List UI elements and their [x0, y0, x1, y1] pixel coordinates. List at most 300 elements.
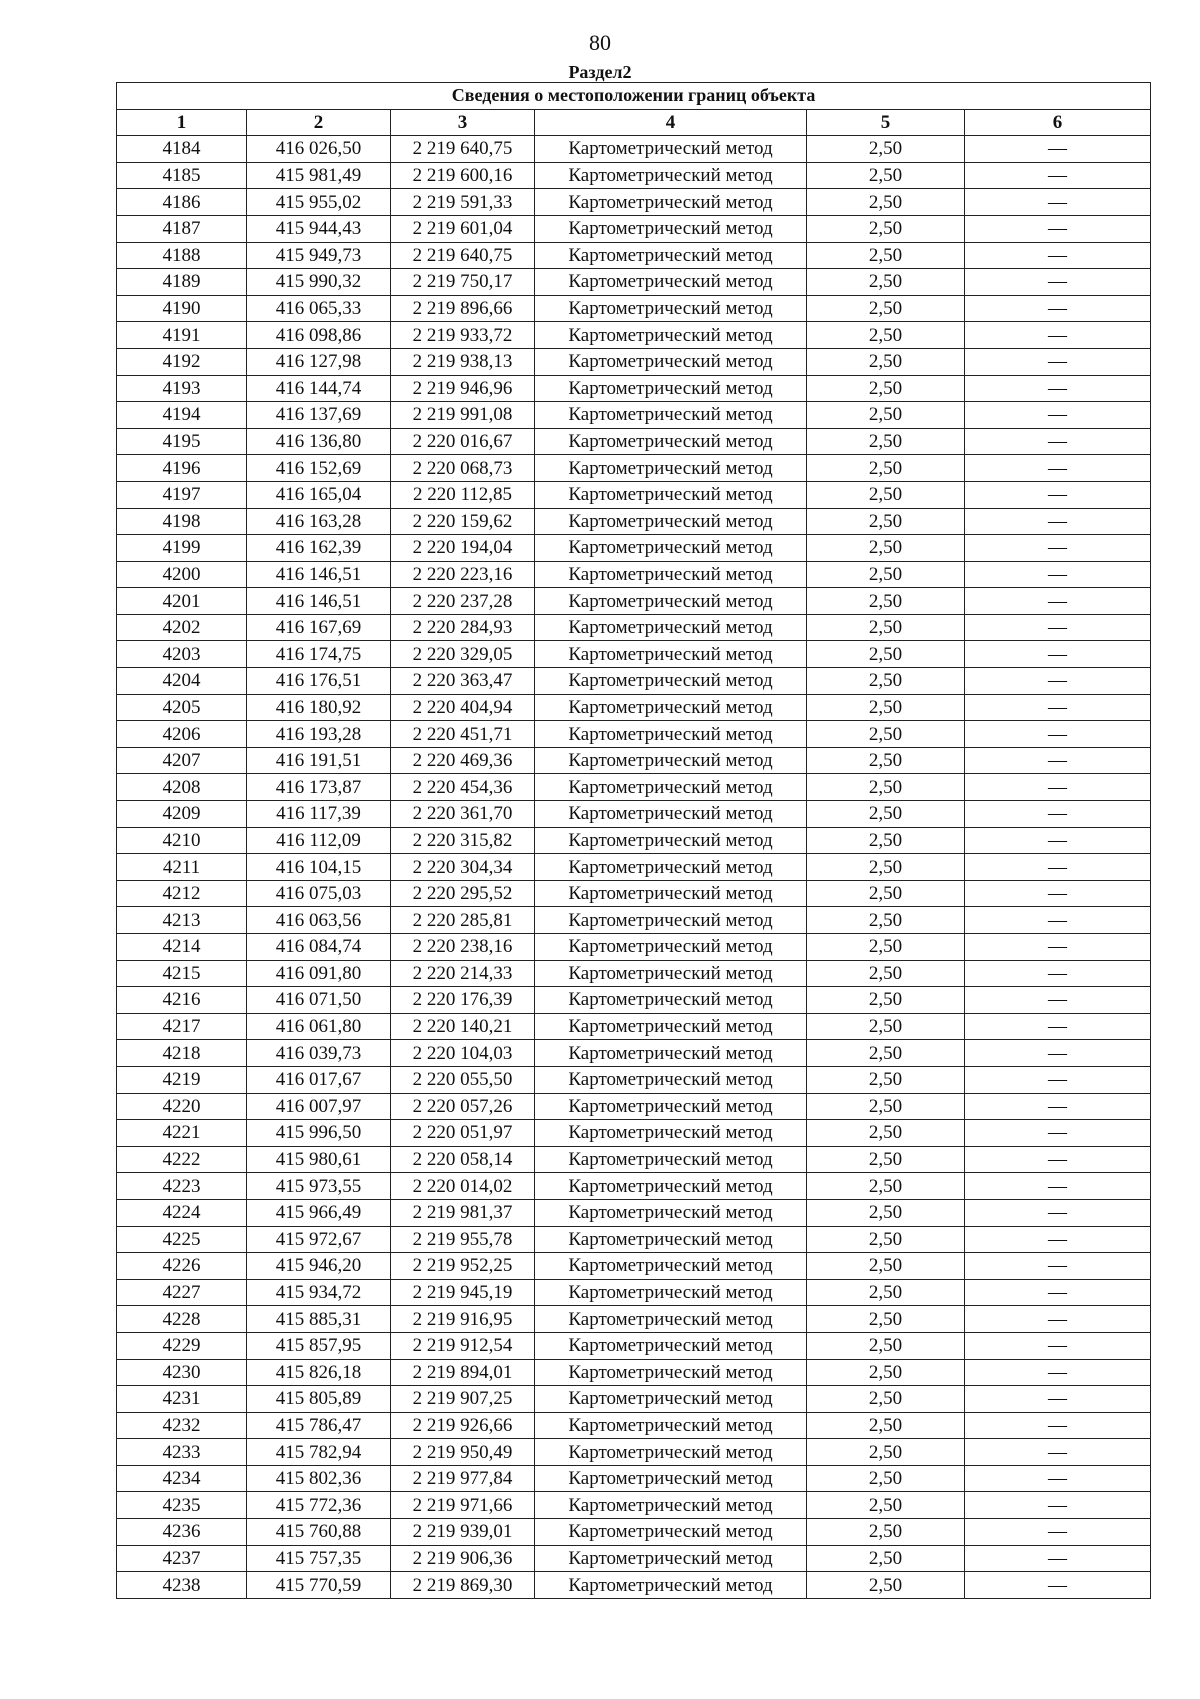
point-number-cell: 4217: [117, 1013, 247, 1040]
description-cell: —: [965, 960, 1151, 987]
coordinate-x-cell: 415 826,18: [247, 1359, 391, 1386]
description-cell: —: [965, 508, 1151, 535]
coordinate-x-cell: 416 026,50: [247, 136, 391, 163]
accuracy-cell: 2,50: [807, 987, 965, 1014]
description-cell: —: [965, 614, 1151, 641]
description-cell: —: [965, 934, 1151, 961]
table-row: [117, 1332, 1151, 1359]
description-cell: —: [965, 348, 1151, 375]
description-cell: —: [965, 1306, 1151, 1333]
accuracy-cell: 2,50: [807, 641, 965, 668]
point-number-cell: 4233: [117, 1439, 247, 1466]
point-number-cell: 4189: [117, 269, 247, 296]
table-row: [117, 215, 1151, 242]
table-row: [117, 1226, 1151, 1253]
accuracy-cell: 2,50: [807, 827, 965, 854]
coordinate-x-cell: 415 857,95: [247, 1332, 391, 1359]
coordinate-x-cell: 415 990,32: [247, 269, 391, 296]
description-cell: —: [965, 1386, 1151, 1413]
column-header: 2: [247, 109, 391, 136]
coordinate-x-cell: 415 973,55: [247, 1173, 391, 1200]
method-cell: Картометрический метод: [535, 1173, 807, 1200]
method-cell: Картометрический метод: [535, 1492, 807, 1519]
point-number-cell: 4213: [117, 907, 247, 934]
point-number-cell: 4185: [117, 162, 247, 189]
method-cell: Картометрический метод: [535, 721, 807, 748]
table-row: [117, 588, 1151, 615]
table-row: [117, 402, 1151, 429]
coordinate-x-cell: 415 772,36: [247, 1492, 391, 1519]
table-row: [117, 641, 1151, 668]
method-cell: Картометрический метод: [535, 215, 807, 242]
coordinate-y-cell: 2 220 404,94: [391, 694, 535, 721]
coordinate-x-cell: 416 127,98: [247, 348, 391, 375]
point-number-cell: 4188: [117, 242, 247, 269]
point-number-cell: 4197: [117, 481, 247, 508]
description-cell: —: [965, 1412, 1151, 1439]
description-cell: —: [965, 1226, 1151, 1253]
column-header: 1: [117, 109, 247, 136]
method-cell: Картометрический метод: [535, 295, 807, 322]
method-cell: Картометрический метод: [535, 136, 807, 163]
method-cell: Картометрический метод: [535, 588, 807, 615]
method-cell: Картометрический метод: [535, 561, 807, 588]
accuracy-cell: 2,50: [807, 1279, 965, 1306]
coordinate-x-cell: 416 180,92: [247, 694, 391, 721]
coordinate-y-cell: 2 219 952,25: [391, 1253, 535, 1280]
coordinate-y-cell: 2 220 058,14: [391, 1146, 535, 1173]
accuracy-cell: 2,50: [807, 1519, 965, 1546]
accuracy-cell: 2,50: [807, 428, 965, 455]
method-cell: Картометрический метод: [535, 375, 807, 402]
coordinate-y-cell: 2 219 977,84: [391, 1465, 535, 1492]
method-cell: Картометрический метод: [535, 402, 807, 429]
method-cell: Картометрический метод: [535, 1199, 807, 1226]
point-number-cell: 4224: [117, 1199, 247, 1226]
point-number-cell: 4206: [117, 721, 247, 748]
table-row: [117, 322, 1151, 349]
method-cell: Картометрический метод: [535, 1013, 807, 1040]
accuracy-cell: 2,50: [807, 907, 965, 934]
accuracy-cell: 2,50: [807, 1545, 965, 1572]
coordinate-x-cell: 415 980,61: [247, 1146, 391, 1173]
coordinate-x-cell: 415 786,47: [247, 1412, 391, 1439]
description-cell: —: [965, 1545, 1151, 1572]
description-cell: —: [965, 774, 1151, 801]
description-cell: —: [965, 1253, 1151, 1280]
coordinate-x-cell: 416 075,03: [247, 880, 391, 907]
method-cell: Картометрический метод: [535, 1439, 807, 1466]
coordinate-y-cell: 2 220 238,16: [391, 934, 535, 961]
coordinate-y-cell: 2 220 284,93: [391, 614, 535, 641]
table-row: [117, 934, 1151, 961]
table-row: [117, 1572, 1151, 1599]
description-cell: —: [965, 402, 1151, 429]
coordinate-y-cell: 2 219 946,96: [391, 375, 535, 402]
table-row: [117, 880, 1151, 907]
coordinate-y-cell: 2 220 329,05: [391, 641, 535, 668]
coordinate-x-cell: 416 137,69: [247, 402, 391, 429]
accuracy-cell: 2,50: [807, 162, 965, 189]
point-number-cell: 4237: [117, 1545, 247, 1572]
method-cell: Картометрический метод: [535, 1093, 807, 1120]
description-cell: —: [965, 269, 1151, 296]
point-number-cell: 4186: [117, 189, 247, 216]
table-row: [117, 1492, 1151, 1519]
accuracy-cell: 2,50: [807, 322, 965, 349]
accuracy-cell: 2,50: [807, 136, 965, 163]
coordinate-x-cell: 415 955,02: [247, 189, 391, 216]
coordinate-y-cell: 2 219 906,36: [391, 1545, 535, 1572]
accuracy-cell: 2,50: [807, 481, 965, 508]
accuracy-cell: 2,50: [807, 614, 965, 641]
page-number: 80: [589, 30, 611, 55]
point-number-cell: 4205: [117, 694, 247, 721]
table-row: [117, 854, 1151, 881]
table-row: [117, 960, 1151, 987]
description-cell: —: [965, 189, 1151, 216]
coordinate-x-cell: 416 117,39: [247, 801, 391, 828]
method-cell: Картометрический метод: [535, 322, 807, 349]
description-cell: —: [965, 1519, 1151, 1546]
accuracy-cell: 2,50: [807, 1386, 965, 1413]
coordinate-y-cell: 2 219 955,78: [391, 1226, 535, 1253]
accuracy-cell: 2,50: [807, 1572, 965, 1599]
method-cell: Картометрический метод: [535, 1306, 807, 1333]
table-row: [117, 375, 1151, 402]
coordinate-y-cell: 2 220 214,33: [391, 960, 535, 987]
table-row: [117, 1359, 1151, 1386]
method-cell: Картометрический метод: [535, 641, 807, 668]
table-row: [117, 694, 1151, 721]
table-row: [117, 1412, 1151, 1439]
accuracy-cell: 2,50: [807, 535, 965, 562]
table-row: [117, 1253, 1151, 1280]
point-number-cell: 4222: [117, 1146, 247, 1173]
coordinate-y-cell: 2 220 055,50: [391, 1066, 535, 1093]
accuracy-cell: 2,50: [807, 242, 965, 269]
table-row: [117, 747, 1151, 774]
accuracy-cell: 2,50: [807, 402, 965, 429]
description-cell: —: [965, 375, 1151, 402]
description-cell: —: [965, 907, 1151, 934]
column-header: 3: [391, 109, 535, 136]
section-title: Раздел2: [568, 62, 632, 82]
description-cell: —: [965, 1332, 1151, 1359]
coordinate-y-cell: 2 220 194,04: [391, 535, 535, 562]
point-number-cell: 4195: [117, 428, 247, 455]
table-row: [117, 1306, 1151, 1333]
point-number-cell: 4207: [117, 747, 247, 774]
point-number-cell: 4226: [117, 1253, 247, 1280]
table-row: [117, 481, 1151, 508]
point-number-cell: 4199: [117, 535, 247, 562]
coordinate-y-cell: 2 220 363,47: [391, 668, 535, 695]
accuracy-cell: 2,50: [807, 588, 965, 615]
coordinate-x-cell: 416 173,87: [247, 774, 391, 801]
description-cell: —: [965, 162, 1151, 189]
accuracy-cell: 2,50: [807, 1332, 965, 1359]
point-number-cell: 4193: [117, 375, 247, 402]
coordinate-y-cell: 2 219 869,30: [391, 1572, 535, 1599]
table-row: [117, 561, 1151, 588]
accuracy-cell: 2,50: [807, 215, 965, 242]
coordinate-x-cell: 416 061,80: [247, 1013, 391, 1040]
accuracy-cell: 2,50: [807, 1120, 965, 1147]
description-cell: —: [965, 721, 1151, 748]
description-cell: —: [965, 588, 1151, 615]
description-cell: —: [965, 854, 1151, 881]
point-number-cell: 4211: [117, 854, 247, 881]
coordinate-y-cell: 2 219 926,66: [391, 1412, 535, 1439]
accuracy-cell: 2,50: [807, 1306, 965, 1333]
coordinate-x-cell: 416 071,50: [247, 987, 391, 1014]
method-cell: Картометрический метод: [535, 1040, 807, 1067]
coordinate-x-cell: 415 782,94: [247, 1439, 391, 1466]
accuracy-cell: 2,50: [807, 1359, 965, 1386]
description-cell: —: [965, 1279, 1151, 1306]
coordinate-x-cell: 415 805,89: [247, 1386, 391, 1413]
method-cell: Картометрический метод: [535, 508, 807, 535]
accuracy-cell: 2,50: [807, 1492, 965, 1519]
description-cell: —: [965, 428, 1151, 455]
coordinate-y-cell: 2 220 112,85: [391, 481, 535, 508]
coordinate-x-cell: 416 191,51: [247, 747, 391, 774]
coordinate-y-cell: 2 219 950,49: [391, 1439, 535, 1466]
method-cell: Картометрический метод: [535, 1332, 807, 1359]
coordinate-x-cell: 415 760,88: [247, 1519, 391, 1546]
point-number-cell: 4216: [117, 987, 247, 1014]
description-cell: —: [965, 1066, 1151, 1093]
accuracy-cell: 2,50: [807, 1146, 965, 1173]
coordinate-y-cell: 2 219 750,17: [391, 269, 535, 296]
method-cell: Картометрический метод: [535, 987, 807, 1014]
column-header: 6: [965, 109, 1151, 136]
description-cell: —: [965, 1093, 1151, 1120]
accuracy-cell: 2,50: [807, 1013, 965, 1040]
coordinate-x-cell: 415 949,73: [247, 242, 391, 269]
table-row: [117, 242, 1151, 269]
method-cell: Картометрический метод: [535, 1519, 807, 1546]
table-row: [117, 1279, 1151, 1306]
coordinate-x-cell: 416 167,69: [247, 614, 391, 641]
table-row: [117, 801, 1151, 828]
point-number-cell: 4201: [117, 588, 247, 615]
point-number-cell: 4210: [117, 827, 247, 854]
description-cell: —: [965, 455, 1151, 482]
accuracy-cell: 2,50: [807, 269, 965, 296]
coordinate-x-cell: 416 065,33: [247, 295, 391, 322]
point-number-cell: 4196: [117, 455, 247, 482]
method-cell: Картометрический метод: [535, 774, 807, 801]
table-row: [117, 269, 1151, 296]
description-cell: —: [965, 1572, 1151, 1599]
coordinate-x-cell: 415 770,59: [247, 1572, 391, 1599]
point-number-cell: 4191: [117, 322, 247, 349]
coordinate-y-cell: 2 219 600,16: [391, 162, 535, 189]
table-row: [117, 827, 1151, 854]
description-cell: —: [965, 322, 1151, 349]
coordinate-y-cell: 2 220 315,82: [391, 827, 535, 854]
description-cell: —: [965, 1040, 1151, 1067]
accuracy-cell: 2,50: [807, 1439, 965, 1466]
coordinate-x-cell: 415 972,67: [247, 1226, 391, 1253]
accuracy-cell: 2,50: [807, 295, 965, 322]
coordinate-x-cell: 416 174,75: [247, 641, 391, 668]
coordinate-y-cell: 2 220 285,81: [391, 907, 535, 934]
point-number-cell: 4209: [117, 801, 247, 828]
description-cell: —: [965, 1492, 1151, 1519]
point-number-cell: 4232: [117, 1412, 247, 1439]
point-number-cell: 4187: [117, 215, 247, 242]
boundary-coordinates-table: [116, 82, 1151, 1599]
point-number-cell: 4190: [117, 295, 247, 322]
point-number-cell: 4204: [117, 668, 247, 695]
accuracy-cell: 2,50: [807, 801, 965, 828]
table-row: [117, 1040, 1151, 1067]
method-cell: Картометрический метод: [535, 614, 807, 641]
coordinate-y-cell: 2 219 939,01: [391, 1519, 535, 1546]
coordinate-x-cell: 415 981,49: [247, 162, 391, 189]
accuracy-cell: 2,50: [807, 1465, 965, 1492]
coordinate-y-cell: 2 220 223,16: [391, 561, 535, 588]
method-cell: Картометрический метод: [535, 455, 807, 482]
coordinate-x-cell: 416 063,56: [247, 907, 391, 934]
method-cell: Картометрический метод: [535, 668, 807, 695]
method-cell: Картометрический метод: [535, 535, 807, 562]
description-cell: —: [965, 1199, 1151, 1226]
method-cell: Картометрический метод: [535, 907, 807, 934]
accuracy-cell: 2,50: [807, 1093, 965, 1120]
coordinate-x-cell: 415 934,72: [247, 1279, 391, 1306]
coordinate-x-cell: 416 007,97: [247, 1093, 391, 1120]
coordinate-y-cell: 2 220 469,36: [391, 747, 535, 774]
description-cell: —: [965, 561, 1151, 588]
method-cell: Картометрический метод: [535, 801, 807, 828]
point-number-cell: 4227: [117, 1279, 247, 1306]
coordinate-y-cell: 2 219 896,66: [391, 295, 535, 322]
accuracy-cell: 2,50: [807, 348, 965, 375]
coordinate-y-cell: 2 219 938,13: [391, 348, 535, 375]
description-cell: —: [965, 747, 1151, 774]
table-row: [117, 668, 1151, 695]
coordinate-y-cell: 2 219 981,37: [391, 1199, 535, 1226]
description-cell: —: [965, 215, 1151, 242]
coordinate-y-cell: 2 219 945,19: [391, 1279, 535, 1306]
table-row: [117, 1173, 1151, 1200]
method-cell: Картометрический метод: [535, 428, 807, 455]
method-cell: Картометрический метод: [535, 1572, 807, 1599]
coordinate-y-cell: 2 220 104,03: [391, 1040, 535, 1067]
table-row: [117, 1146, 1151, 1173]
table-row: [117, 614, 1151, 641]
method-cell: Картометрический метод: [535, 1412, 807, 1439]
description-cell: —: [965, 136, 1151, 163]
table-row: [117, 535, 1151, 562]
accuracy-cell: 2,50: [807, 1040, 965, 1067]
coordinate-x-cell: 416 152,69: [247, 455, 391, 482]
description-cell: —: [965, 481, 1151, 508]
coordinate-y-cell: 2 220 068,73: [391, 455, 535, 482]
coordinate-x-cell: 415 944,43: [247, 215, 391, 242]
table-row: [117, 348, 1151, 375]
accuracy-cell: 2,50: [807, 189, 965, 216]
coordinate-y-cell: 2 219 601,04: [391, 215, 535, 242]
point-number-cell: 4194: [117, 402, 247, 429]
coordinate-y-cell: 2 220 295,52: [391, 880, 535, 907]
coordinate-y-cell: 2 219 894,01: [391, 1359, 535, 1386]
method-cell: Картометрический метод: [535, 1386, 807, 1413]
point-number-cell: 4235: [117, 1492, 247, 1519]
table-row: [117, 1120, 1151, 1147]
point-number-cell: 4200: [117, 561, 247, 588]
point-number-cell: 4208: [117, 774, 247, 801]
method-cell: Картометрический метод: [535, 694, 807, 721]
description-cell: —: [965, 1146, 1151, 1173]
table-row: [117, 1199, 1151, 1226]
method-cell: Картометрический метод: [535, 854, 807, 881]
method-cell: Картометрический метод: [535, 1465, 807, 1492]
coordinate-x-cell: 416 146,51: [247, 588, 391, 615]
coordinate-y-cell: 2 220 237,28: [391, 588, 535, 615]
accuracy-cell: 2,50: [807, 1173, 965, 1200]
accuracy-cell: 2,50: [807, 1226, 965, 1253]
accuracy-cell: 2,50: [807, 960, 965, 987]
method-cell: Картометрический метод: [535, 189, 807, 216]
description-cell: —: [965, 535, 1151, 562]
table-row: [117, 1066, 1151, 1093]
column-header: 5: [807, 109, 965, 136]
accuracy-cell: 2,50: [807, 747, 965, 774]
accuracy-cell: 2,50: [807, 934, 965, 961]
coordinate-y-cell: 2 219 916,95: [391, 1306, 535, 1333]
description-cell: —: [965, 295, 1151, 322]
accuracy-cell: 2,50: [807, 508, 965, 535]
coordinate-x-cell: 416 144,74: [247, 375, 391, 402]
table-row: [117, 136, 1151, 163]
point-number-cell: 4221: [117, 1120, 247, 1147]
accuracy-cell: 2,50: [807, 1412, 965, 1439]
description-cell: —: [965, 1120, 1151, 1147]
accuracy-cell: 2,50: [807, 1199, 965, 1226]
coordinate-x-cell: 415 966,49: [247, 1199, 391, 1226]
table-header-row: [117, 109, 1151, 136]
method-cell: Картометрический метод: [535, 827, 807, 854]
coordinate-x-cell: 415 757,35: [247, 1545, 391, 1572]
accuracy-cell: 2,50: [807, 774, 965, 801]
description-cell: —: [965, 1359, 1151, 1386]
coordinate-x-cell: 416 162,39: [247, 535, 391, 562]
coordinate-y-cell: 2 220 451,71: [391, 721, 535, 748]
coordinate-x-cell: 416 136,80: [247, 428, 391, 455]
point-number-cell: 4218: [117, 1040, 247, 1067]
coordinate-y-cell: 2 220 159,62: [391, 508, 535, 535]
coordinate-y-cell: 2 219 971,66: [391, 1492, 535, 1519]
coordinate-x-cell: 415 802,36: [247, 1465, 391, 1492]
coordinate-y-cell: 2 219 991,08: [391, 402, 535, 429]
accuracy-cell: 2,50: [807, 455, 965, 482]
point-number-cell: 4220: [117, 1093, 247, 1120]
coordinate-y-cell: 2 219 907,25: [391, 1386, 535, 1413]
method-cell: Картометрический метод: [535, 880, 807, 907]
table-caption: Сведения о местоположении границ объекта: [117, 83, 1151, 110]
point-number-cell: 4230: [117, 1359, 247, 1386]
method-cell: Картометрический метод: [535, 1279, 807, 1306]
point-number-cell: 4214: [117, 934, 247, 961]
table-row: [117, 1386, 1151, 1413]
point-number-cell: 4225: [117, 1226, 247, 1253]
accuracy-cell: 2,50: [807, 880, 965, 907]
